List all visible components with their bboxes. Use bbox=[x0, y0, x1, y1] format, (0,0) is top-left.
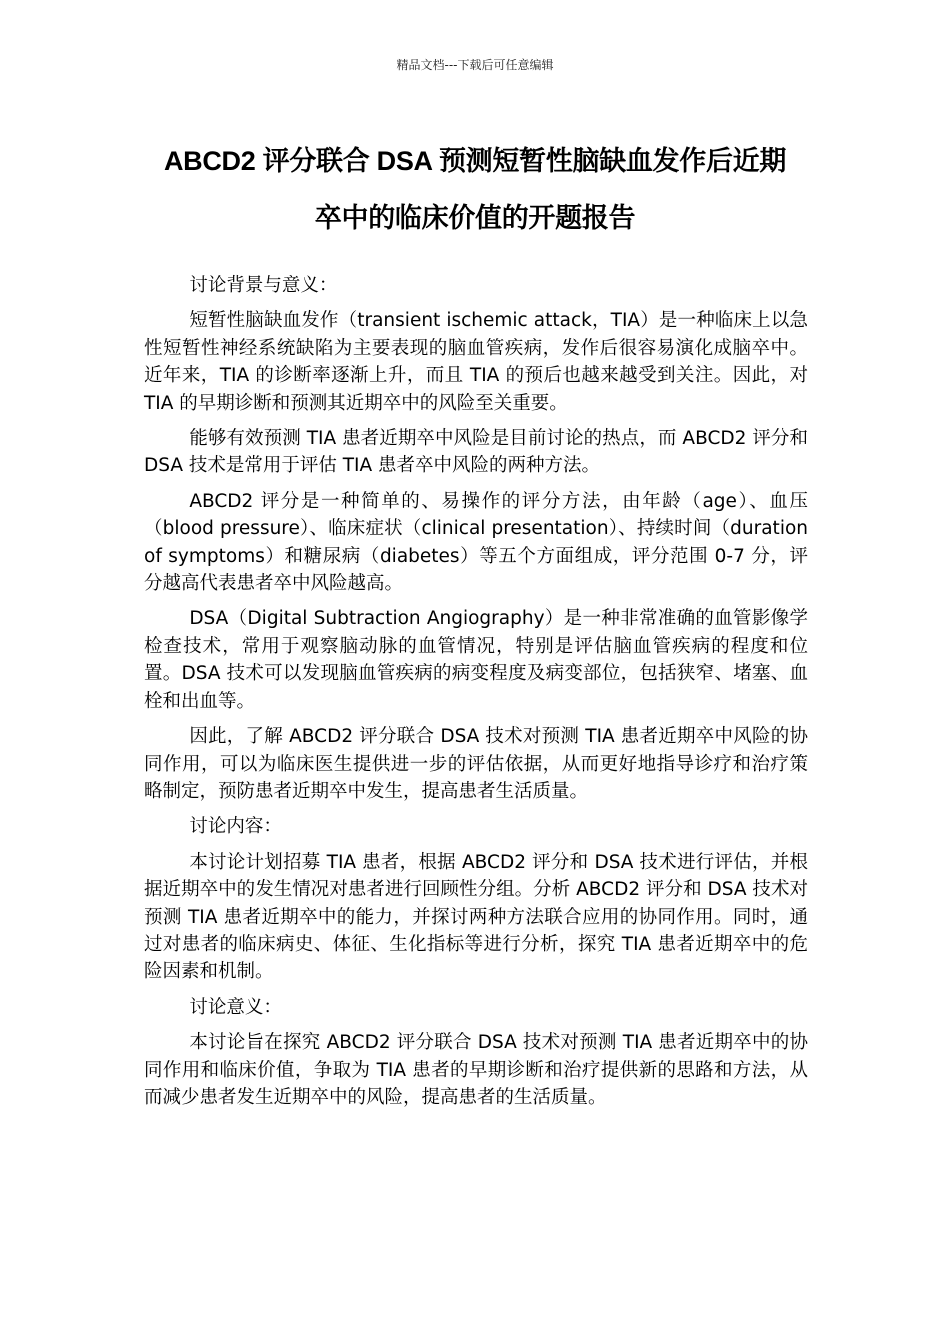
section-heading-significance: 讨论意义： bbox=[189, 996, 282, 1018]
paragraph-tia-intro: 短暂性脑缺血发作（transient ischemic attack，TIA）是一种临床上以急性短暂性神经系统缺陷为主要表现的脑血管疾病，发作后很容易演化成脑卒中。近年来，TIA 的诊断率逐渐上升，而且 TIA 的预后也越来越受到关注。因此，对 TIA 的早期诊断和预测其近期卒中的风险至关重要。 bbox=[144, 310, 808, 414]
paragraph-prediction-methods: 能够有效预测 TIA 患者近期卒中风险是目前讨论的热点，而 ABCD2 评分和 DSA 技术是常用于评估 TIA 患者卒中风险的两种方法。 bbox=[144, 428, 808, 477]
document-body bbox=[144, 272, 808, 1119]
paragraph-significance: 本讨论旨在探究 ABCD2 评分联合 DSA 技术对预测 TIA 患者近期卒中的协同作用和临床价值，争取为 TIA 患者的早期诊断和治疗提供新的思路和方法，从而减少患者发生近期卒中的风险，提高患者的生活质量。 bbox=[144, 1032, 808, 1108]
section-heading-background: 讨论背景与意义： bbox=[189, 275, 338, 296]
paragraph-study-plan: 本讨论计划招募 TIA 患者，根据 ABCD2 评分和 DSA 技术进行评估，并根据近期卒中的发生情况对患者进行回顾性分组。分析 ABCD2 评分和 DSA 技术对预测 TIA 患者近期卒中的能力，并探讨两种方法联合应用的协同作用。同时，通过对患者的临床病史、体征、生化指标等进行分析，探究 TIA 患者近期卒中的危险因素和机制。 bbox=[144, 851, 808, 983]
paragraph-abcd2-score: ABCD2 评分是一种简单的、易操作的评分方法，由年龄（age）、血压（blood pressure）、临床症状（clinical presentation）、持续时间（duration of symptoms）和糖尿病（diabetes）等五个方面组成，评分范围 0-7 分，评分越高代表患者卒中风险越高。 bbox=[144, 490, 808, 595]
title-line-1: ABCD2 评分联合 DSA 预测短暂性脑缺血发作后近期 bbox=[163, 146, 787, 176]
document-title bbox=[120, 133, 830, 247]
paragraph-synergy: 因此，了解 ABCD2 评分联合 DSA 技术对预测 TIA 患者近期卒中风险的协同作用，可以为临床医生提供进一步的评估依据，从而更好地指导诊疗和治疗策略制定，预防患者近期卒中发生，提高患者生活质量。 bbox=[144, 726, 808, 802]
title-line-2: 卒中的临床价值的开题报告 bbox=[314, 203, 636, 233]
paragraph-dsa: DSA（Digital Subtraction Angiography）是一种非常准确的血管影像学检查技术，常用于观察脑动脉的血管情况，特别是评估脑血管疾病的程度和位置。DSA 技术可以发现脑血管疾病的病变程度及病变部位，包括狭窄、堵塞、血栓和出血等。 bbox=[144, 608, 808, 712]
section-heading-content: 讨论内容： bbox=[189, 816, 282, 838]
page-header: 精品文档---下载后可任意编辑 bbox=[396, 58, 554, 72]
